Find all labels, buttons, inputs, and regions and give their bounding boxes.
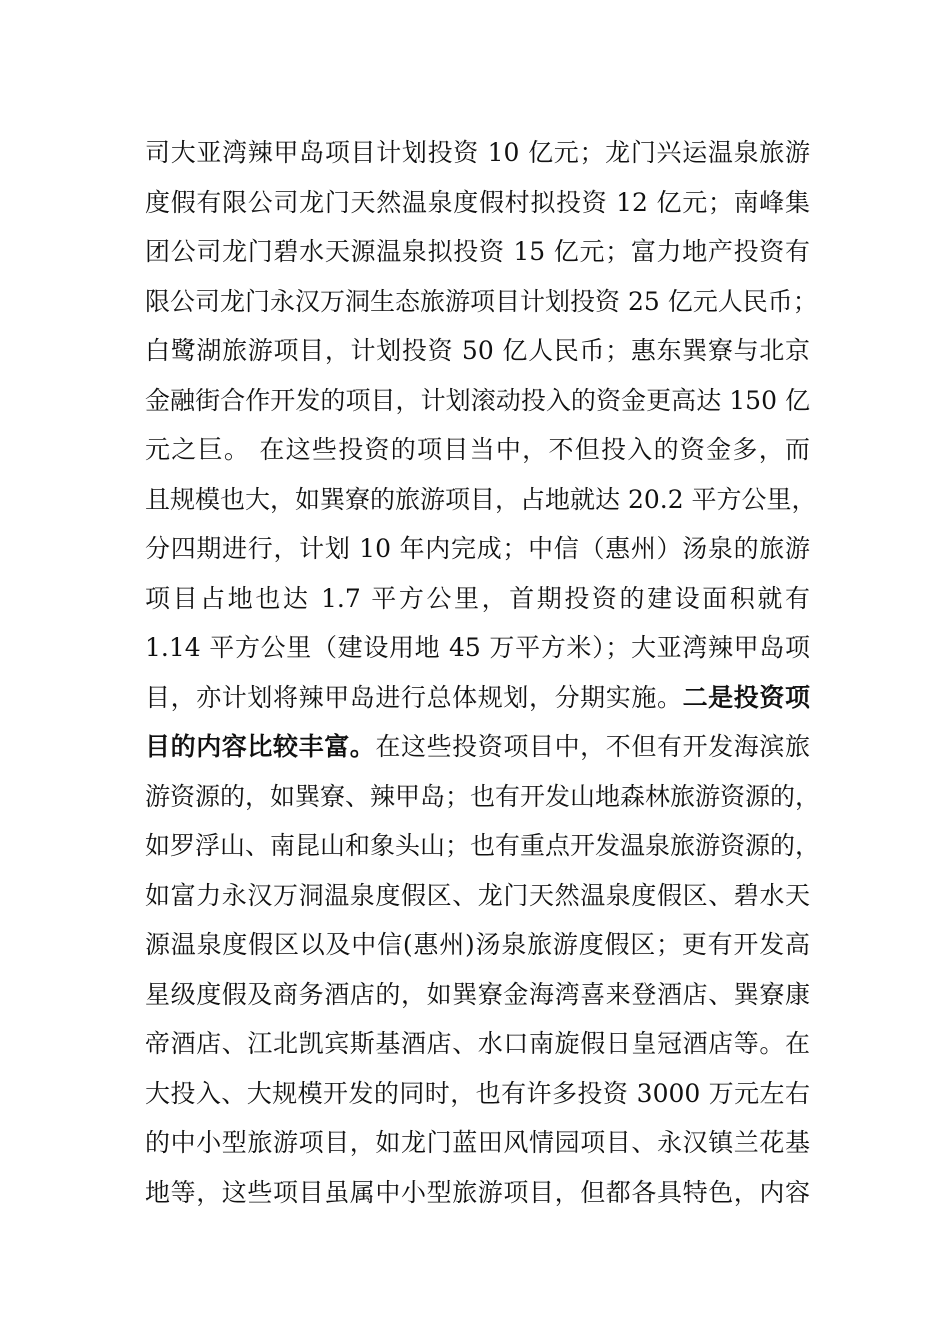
text-line bbox=[145, 128, 810, 178]
text-line bbox=[145, 623, 810, 673]
text-line bbox=[145, 277, 818, 327]
text-line bbox=[145, 227, 810, 277]
text-line bbox=[145, 821, 821, 871]
text-run: 的中小型旅游项目，如龙门蓝田风情园项目、永汉镇兰花基 bbox=[145, 1128, 810, 1157]
text-run: 元之巨。 在这些投资的项目当中，不但投入的资金多，而 bbox=[145, 435, 810, 464]
text-line bbox=[145, 1118, 810, 1168]
text-line bbox=[145, 871, 810, 921]
text-line bbox=[145, 1168, 810, 1218]
text-run: 大投入、大规模开发的同时，也有许多投资 3000 万元左右 bbox=[145, 1078, 810, 1108]
text-line bbox=[145, 673, 810, 723]
text-run: 金融街合作开发的项目，计划滚动投入的资金更高达 150 亿 bbox=[145, 385, 810, 415]
body-text bbox=[145, 128, 825, 1217]
text-run: 目，亦计划将辣甲岛进行总体规划，分期实施。 bbox=[145, 682, 683, 712]
text-run: 分四期进行，计划 10 年内完成；中信（惠州）汤泉的旅游 bbox=[145, 534, 810, 563]
text-line bbox=[145, 574, 810, 624]
text-run: 且规模也大，如巽寮的旅游项目，占地就达 20.2 平方公里， bbox=[145, 484, 817, 514]
text-run: 地等，这些项目虽属中小型旅游项目，但都各具特色，内容 bbox=[145, 1177, 810, 1207]
text-run: 在这些投资项目中，不但有开发海滨旅 bbox=[375, 732, 810, 761]
text-line bbox=[145, 920, 810, 970]
text-run: 如罗浮山、南昆山和象头山；也有重点开发温泉旅游资源的， bbox=[145, 831, 821, 860]
text-run: 度假有限公司龙门天然温泉度假村拟投资 12 亿元；南峰集 bbox=[145, 187, 810, 217]
bold-heading-run: 二是投资项 bbox=[682, 682, 810, 712]
text-line bbox=[145, 178, 810, 228]
text-line bbox=[145, 722, 810, 772]
text-line bbox=[145, 425, 810, 475]
text-run: 限公司龙门永汉万洞生态旅游项目计划投资 25 亿元人民币； bbox=[145, 286, 818, 316]
text-line bbox=[145, 524, 810, 574]
text-line bbox=[145, 376, 810, 426]
text-line bbox=[145, 970, 810, 1020]
text-line bbox=[145, 326, 810, 376]
text-run: 源温泉度假区以及中信(惠州)汤泉旅游度假区；更有开发高 bbox=[145, 930, 810, 959]
text-run: 1.14 平方公里（建设用地 45 万平方米）；大亚湾辣甲岛项 bbox=[145, 633, 810, 662]
text-run: 白鹭湖旅游项目，计划投资 50 亿人民币；惠东巽寮与北京 bbox=[145, 336, 810, 365]
bold-heading-run: 目的内容比较丰富。 bbox=[145, 732, 376, 761]
text-run: 项目占地也达 1.7 平方公里，首期投资的建设面积就有 bbox=[145, 583, 810, 613]
text-run: 司大亚湾辣甲岛项目计划投资 10 亿元；龙门兴运温泉旅游 bbox=[145, 138, 810, 167]
text-run: 游资源的，如巽寮、辣甲岛；也有开发山地森林旅游资源的， bbox=[145, 781, 821, 811]
text-line bbox=[145, 1019, 810, 1069]
text-run: 团公司龙门碧水天源温泉拟投资 15 亿元；富力地产投资有 bbox=[145, 237, 810, 266]
text-run: 帝酒店、江北凯宾斯基酒店、水口南旋假日皇冠酒店等。在 bbox=[145, 1029, 810, 1058]
text-line bbox=[145, 772, 821, 822]
text-run: 星级度假及商务酒店的，如巽寮金海湾喜来登酒店、巽寮康 bbox=[145, 979, 810, 1009]
text-line bbox=[145, 475, 817, 525]
text-line bbox=[145, 1069, 810, 1119]
text-run: 如富力永汉万洞温泉度假区、龙门天然温泉度假区、碧水天 bbox=[145, 880, 810, 910]
